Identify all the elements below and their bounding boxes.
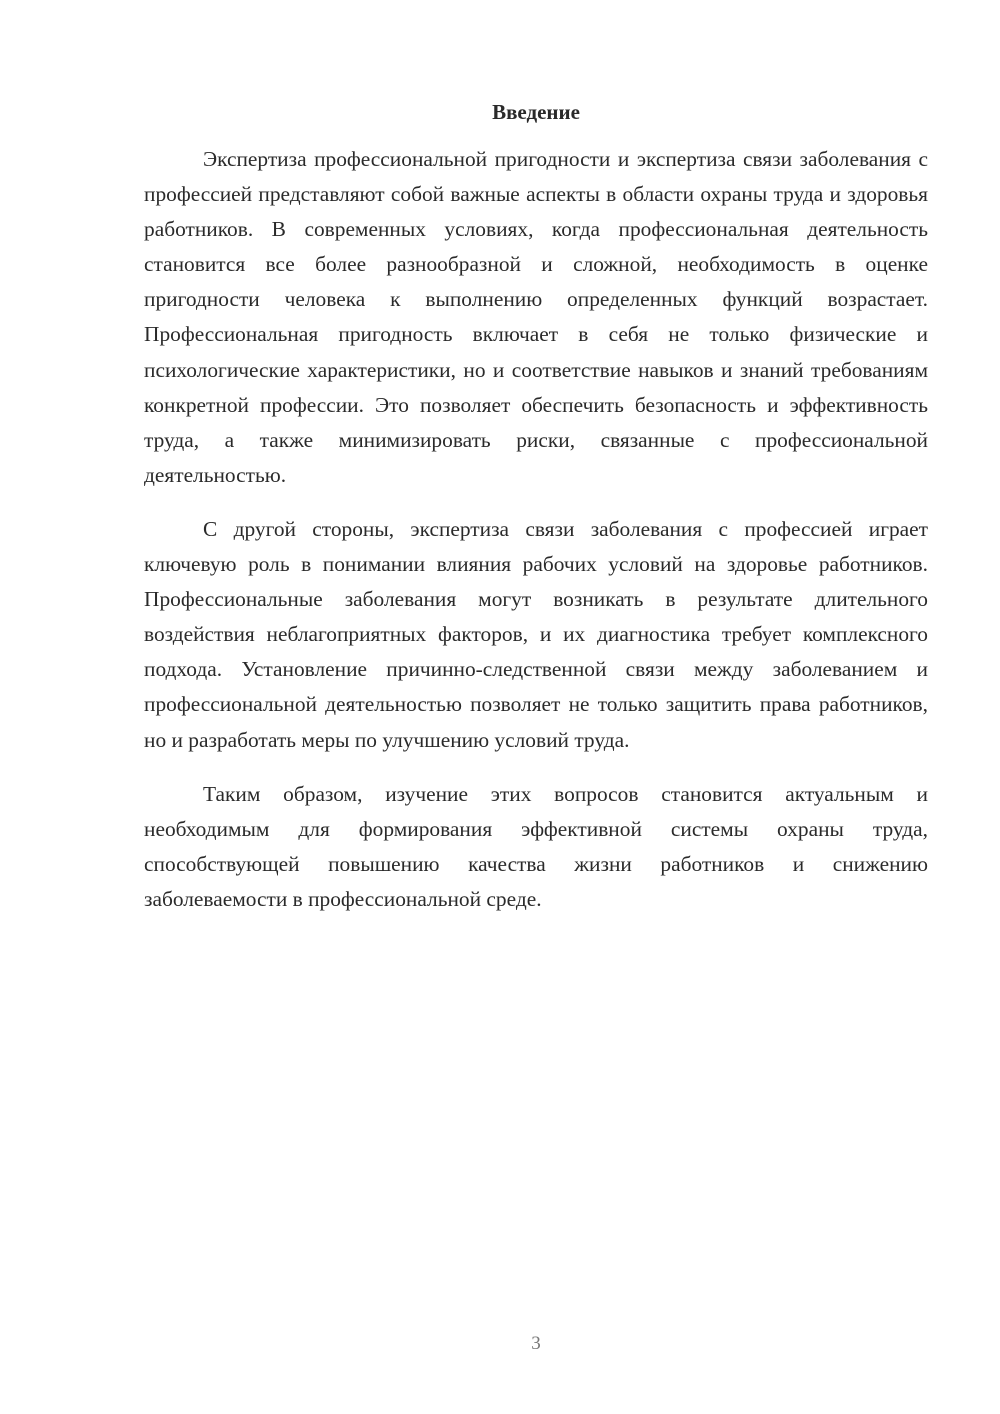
section-heading: Введение bbox=[492, 100, 580, 124]
paragraph-2: С другой стороны, экспертиза связи заболевания с профессией играет ключевую роль в понимании влияния рабочих условий на здоровье работников. Профессиональные заболевания могут возникать в результате длительного воздействия неблагоприятных факторов, и их диагностика требует комплексного подхода. Установление причинно-следственной связи между заболеванием и профессиональной деятельностью позволяет не только защитить права работников, но и разработать меры по улучшению условий труда. bbox=[144, 516, 928, 752]
paragraph-1: Экспертиза профессиональной пригодности и экспертиза связи заболевания с профессией представляют собой важные аспекты в области охраны труда и здоровья работников. В современных условиях, когда профессиональная деятельность становится все более разнообразной и сложной, необходимость в оценке пригодности человека к выполнению определенных функций возрастает. Профессиональная пригодность включает в себя не только физические и психологические характеристики, но и соответствие навыков и знаний требованиям конкретной профессии. Это позволяет обеспечить безопасность и эффективность труда, а также минимизировать риски, связанные с профессиональной деятельностью. bbox=[144, 147, 928, 487]
body-text bbox=[144, 142, 928, 917]
page-number: 3 bbox=[531, 1333, 541, 1354]
paragraph-3: Таким образом, изучение этих вопросов становится актуальным и необходимым для формирования эффективной системы охраны труда, способствующей повышению качества жизни работников и снижению заболеваемости в профессиональной среде. bbox=[144, 781, 928, 911]
